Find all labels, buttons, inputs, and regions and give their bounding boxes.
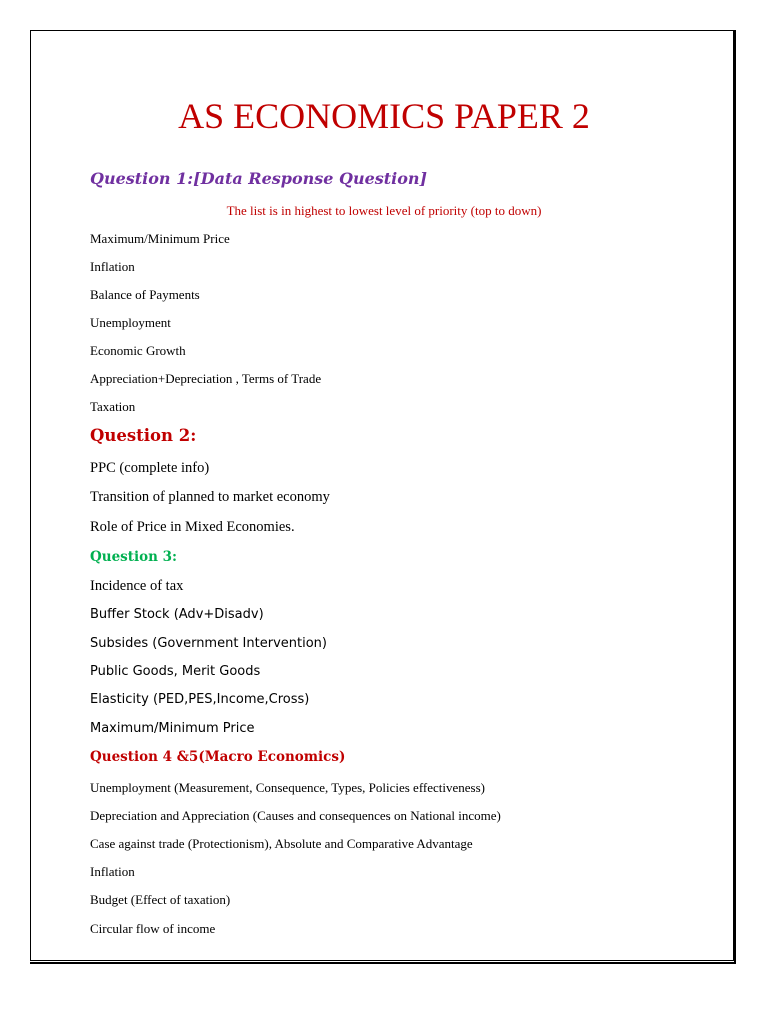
list-item: Budget (Effect of taxation): [90, 892, 231, 907]
list-item: Incidence of tax: [90, 578, 184, 594]
list-item: Unemployment: [90, 315, 171, 330]
list-item: Economic Growth: [90, 343, 186, 358]
question-1-heading: Question 1:[Data Response Question]: [90, 169, 428, 188]
list-item: Appreciation+Depreciation , Terms of Trade: [90, 371, 322, 386]
list-item: Role of Price in Mixed Economies.: [90, 519, 295, 535]
list-item: Maximum/Minimum Price: [90, 721, 255, 736]
list-item: Inflation: [90, 259, 135, 274]
priority-note: The list is in highest to lowest level of priority (top to down): [226, 203, 542, 218]
list-item: Elasticity (PED,PES,Income,Cross): [90, 692, 310, 707]
list-item: Inflation: [90, 864, 135, 879]
list-item: Public Goods, Merit Goods: [90, 664, 261, 679]
list-item: Buffer Stock (Adv+Disadv): [90, 607, 264, 622]
question-2-heading: Question 2:: [90, 426, 197, 445]
list-item: Balance of Payments: [90, 287, 200, 302]
list-item: Case against trade (Protectionism), Absolute and Comparative Advantage: [90, 836, 473, 851]
list-item: PPC (complete info): [90, 460, 210, 476]
list-item: Transition of planned to market economy: [90, 489, 330, 505]
list-item: Unemployment (Measurement, Consequence, Types, Policies effectiveness): [90, 780, 486, 795]
page-title: AS ECONOMICS PAPER 2: [178, 96, 590, 136]
list-item: Depreciation and Appreciation (Causes and consequences on National income): [90, 808, 501, 823]
list-item: Maximum/Minimum Price: [90, 231, 230, 246]
question-4-5-heading: Question 4 &5(Macro Economics): [90, 749, 346, 765]
question-3-heading: Question 3:: [90, 549, 178, 565]
list-item: Taxation: [90, 399, 136, 414]
list-item: Circular flow of income: [90, 921, 216, 936]
list-item: Subsides (Government Intervention): [90, 636, 327, 651]
